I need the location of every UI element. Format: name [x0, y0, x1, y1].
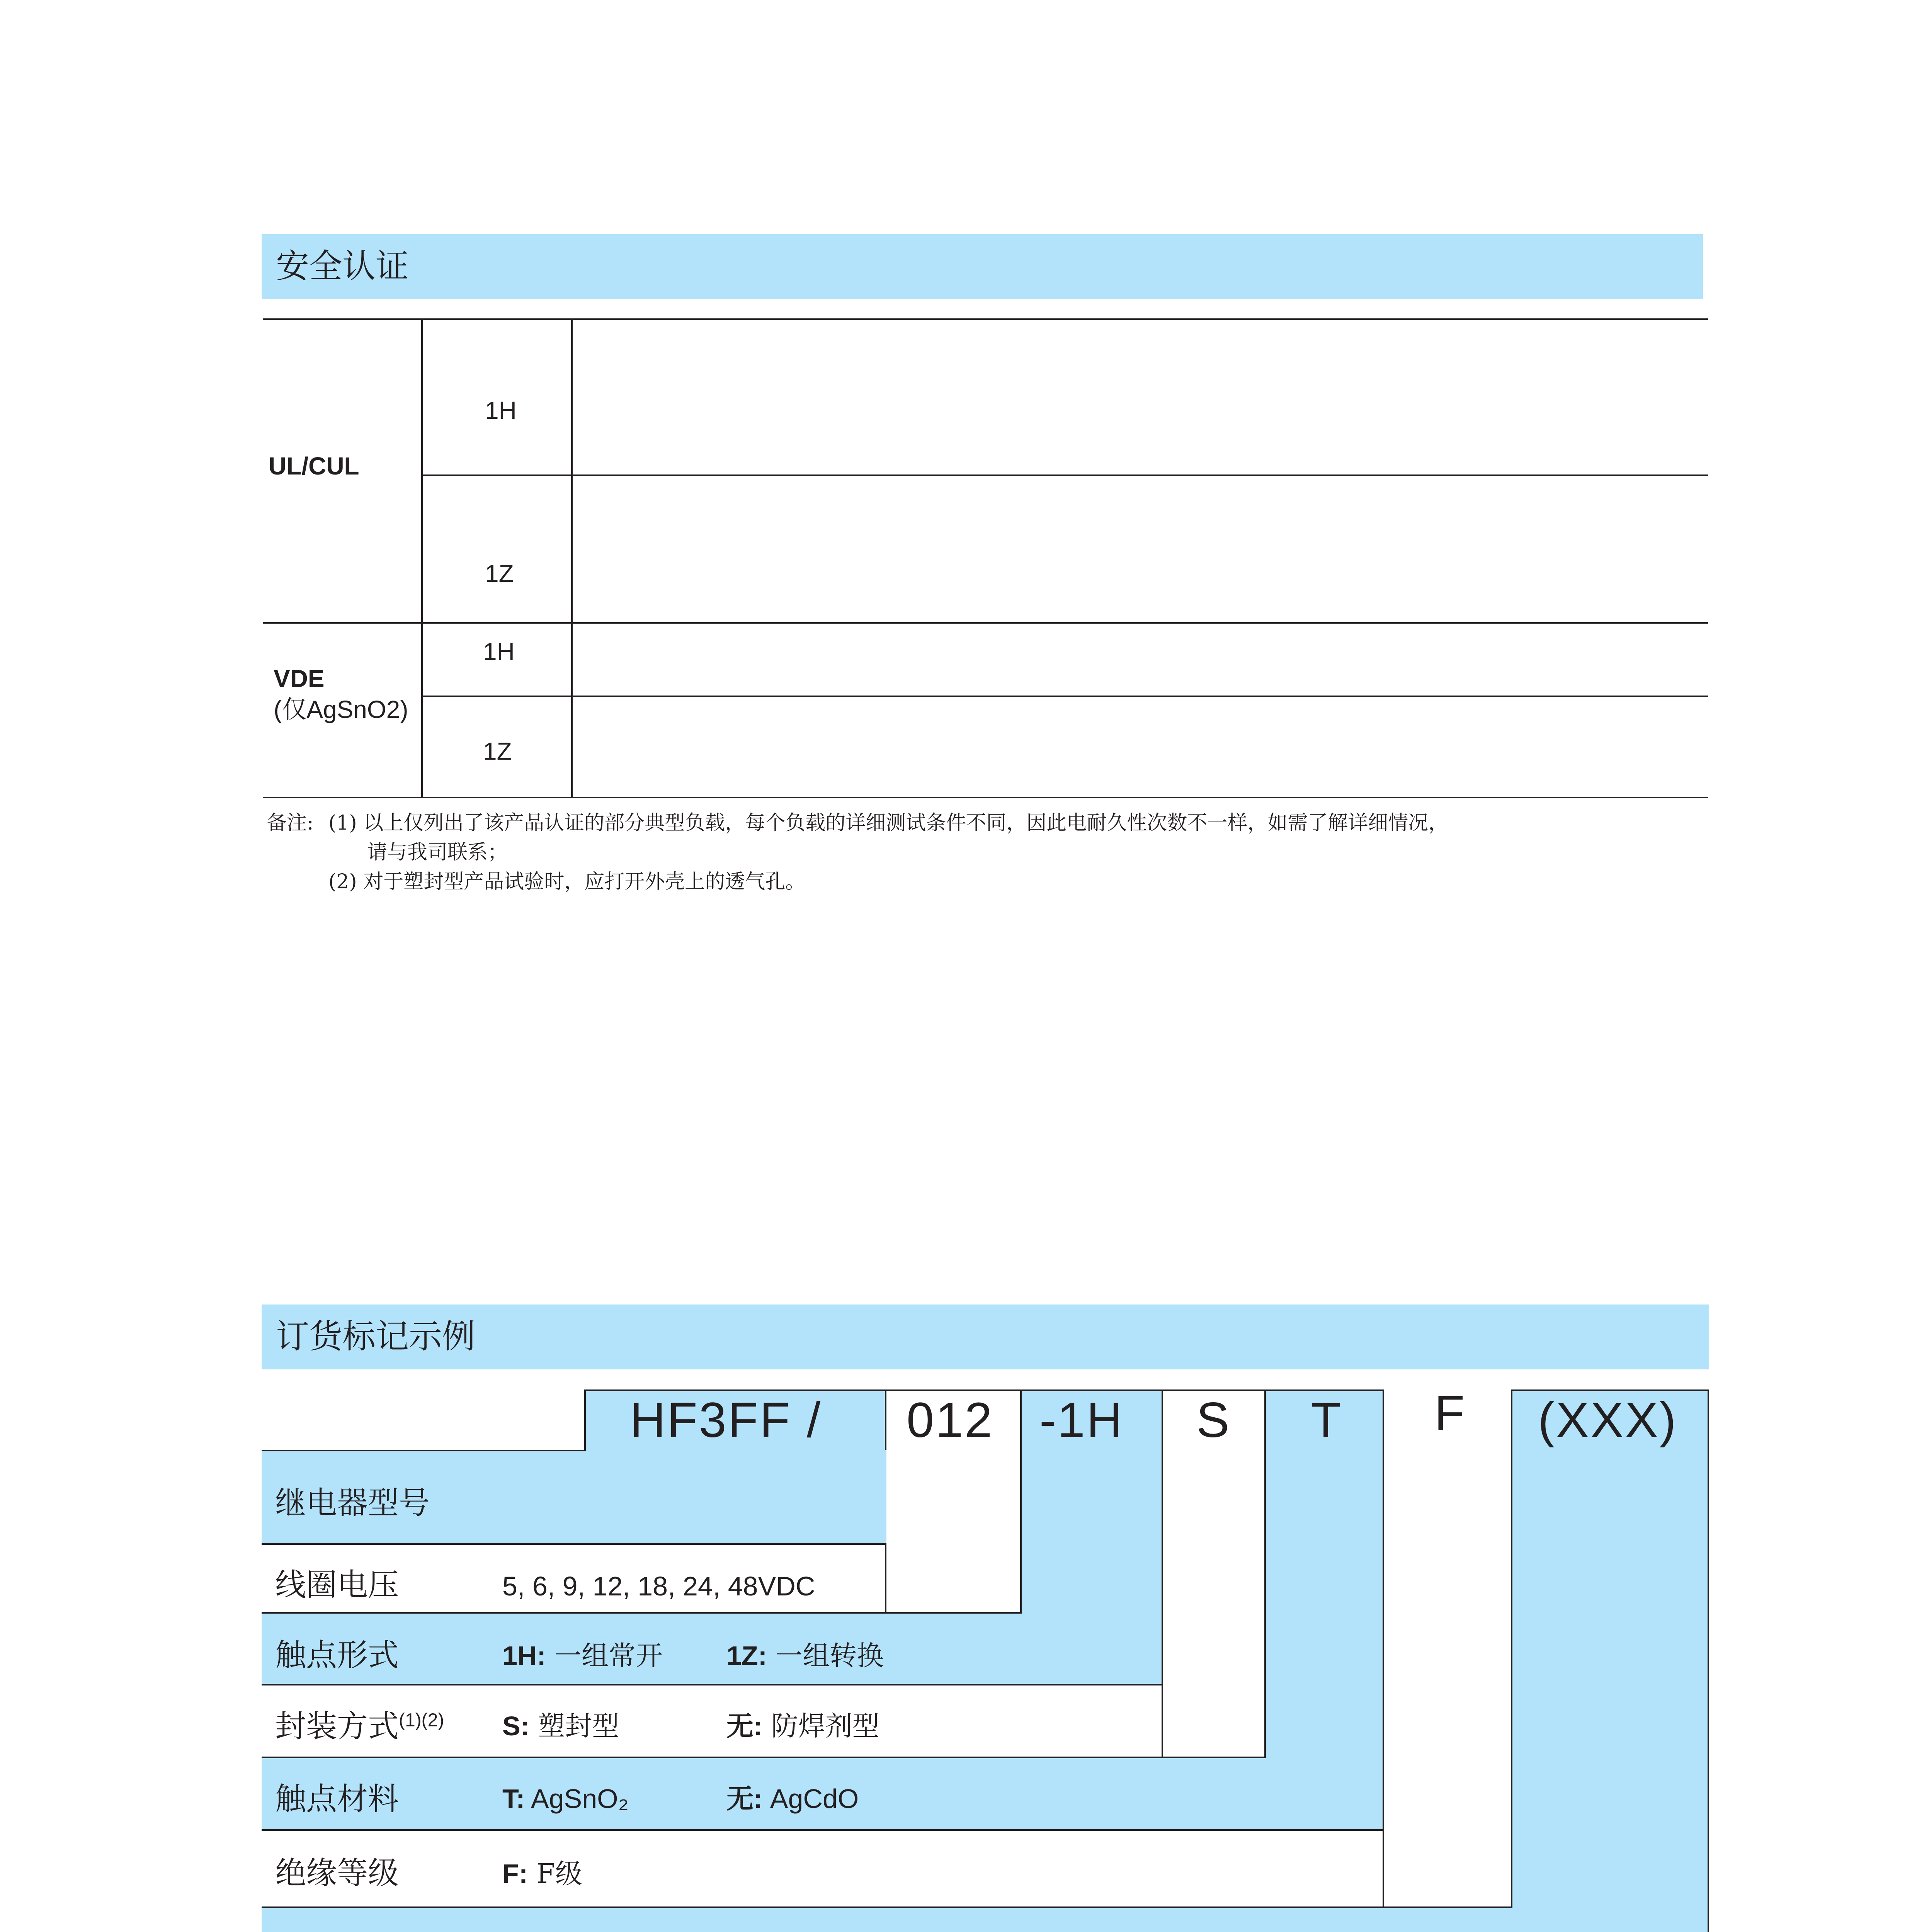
row-value-contact-1z: 1Z: 一组转换: [726, 1640, 884, 1672]
table-rule: [421, 474, 1708, 476]
safety-note-line: 请与我司联系；: [367, 841, 508, 864]
row-value-coil: 5, 6, 9, 12, 18, 24, 48VDC: [502, 1571, 815, 1601]
row-value-insulation-f: F: F级: [502, 1858, 582, 1889]
row-value-contact-1h: 1H: 一组常开: [502, 1640, 663, 1672]
standard-vde: VDE: [274, 665, 325, 692]
safety-title: 安全认证: [276, 248, 409, 285]
table-rule: [421, 318, 423, 798]
ordering-title: 订货标记示例: [276, 1318, 475, 1355]
bracket-char-xxx: [1511, 1389, 1709, 1932]
table-rule: [263, 622, 1708, 624]
row-name-package: 封装方式$^{(1)(2)}$: [275, 1709, 444, 1743]
row-rule: [262, 1612, 1022, 1614]
row-name-contact: 触点形式: [275, 1638, 399, 1672]
safety-notes-prefix: 备注:: [267, 811, 314, 835]
form-1h: 1H: [485, 396, 517, 424]
row-value-package-none: 无: 防焊剂型: [726, 1710, 879, 1742]
row-band-char: [262, 1908, 1512, 1932]
table-rule: [571, 318, 573, 798]
code-part-material: T: [1311, 1393, 1343, 1448]
table-rule: [263, 797, 1708, 798]
code-part-series: HF3FF /: [630, 1393, 822, 1448]
code-part-contact: -1H: [1039, 1393, 1124, 1448]
form-1h: 1H: [483, 638, 515, 665]
bracket-material-t: [1264, 1389, 1384, 1831]
row-name-coil: 线圈电压: [275, 1568, 399, 1602]
bracket-insulation-f: [1383, 1386, 1512, 1908]
standard-ul-cul: UL/CUL: [269, 452, 359, 480]
row-name-insulation: 绝缘等级: [275, 1856, 399, 1890]
row-name-model: 继电器型号: [275, 1486, 430, 1520]
ordering-title-band: [262, 1304, 1709, 1369]
row-value-material-t: T: AgSnO₂: [502, 1784, 629, 1814]
row-rule: [262, 1906, 1512, 1908]
standard-vde-note: (仅AgSnO2): [274, 696, 408, 723]
bracket-model-topline: [262, 1450, 586, 1451]
row-value-material-none: 无: AgCdO: [726, 1784, 859, 1814]
code-part-coil: 012: [907, 1393, 994, 1448]
row-rule: [262, 1757, 1163, 1758]
table-rule: [421, 696, 1708, 697]
safety-note-line: (1) 以上仅列出了该产品认证的部分典型负载，每个负载的详细测试条件不同，因此电耐久性次数不一样，如需了解详细情况，: [328, 811, 1449, 835]
code-part-package: S: [1196, 1393, 1231, 1448]
form-1z: 1Z: [483, 737, 512, 765]
safety-title-band: [262, 234, 1703, 299]
code-part-insulation: F: [1434, 1386, 1466, 1441]
row-name-material: 触点材料: [275, 1782, 399, 1816]
code-part-characteristic: (XXX): [1538, 1393, 1678, 1448]
table-rule: [263, 318, 1708, 320]
row-value-package-s: S: 塑封型: [502, 1710, 619, 1742]
form-1z: 1Z: [485, 560, 514, 587]
safety-note-line: (2) 对于塑封型产品试验时，应打开外壳上的透气孔。: [328, 870, 806, 893]
